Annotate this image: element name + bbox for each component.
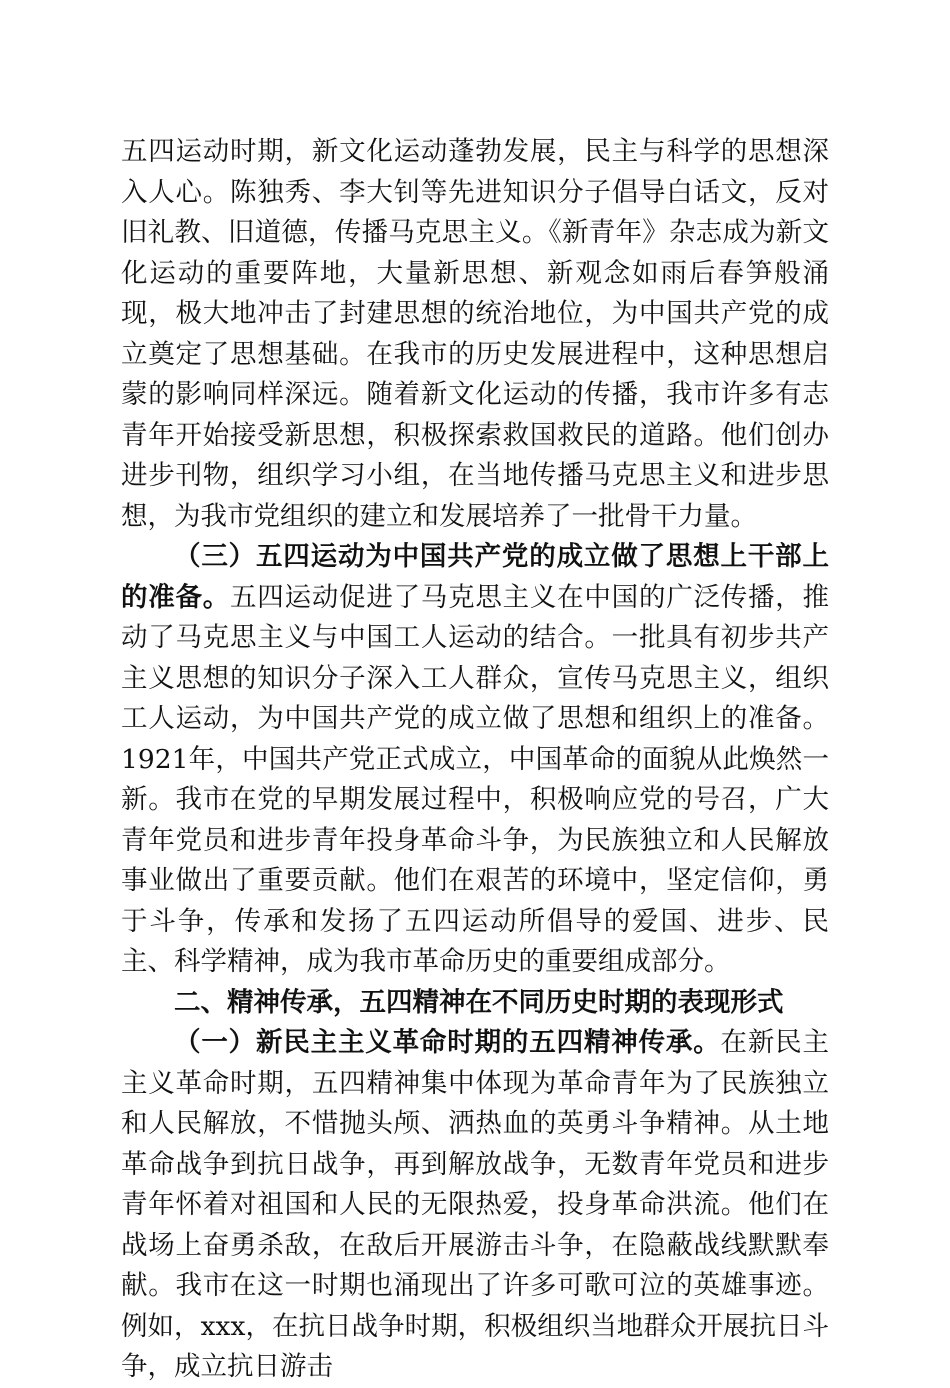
paragraph-lead-heading: （三）五四运动为中国共产党的成立做了思想上干部上的准备。 (121, 541, 829, 613)
paragraph-new-democratic-revolution (121, 1023, 829, 1388)
paragraph-lead-heading: （一）新民主主义革命时期的五四精神传承。 (174, 1027, 721, 1058)
section-heading: 二、精神传承，五四精神在不同历史时期的表现形式 (174, 986, 784, 1018)
paragraph-text: 在新民主主义革命时期，五四精神集中体现为革命青年为了民族独立和人民解放，不惜抛头颅、洒热血的英勇斗争精神。从土地革命战争到抗日战争，再到解放战争，无数青年党员和进步青年怀着对祖国和人民的无限热爱，投身革命洪流。他们在战场上奋勇杀敌，在敌后开展游击斗争，在隐蔽战线默默奉献。我市在这一时期也涌现出了许多可歌可泣的英雄事迹。例如，xxx，在抗日战争时期，积极组织当地群众开展抗日斗争，成立抗日游击 (121, 1027, 830, 1382)
paragraph-party-founding-preparation (121, 537, 829, 983)
document-body (121, 132, 829, 1388)
paragraph-text: 五四运动促进了马克思主义在中国的广泛传播，推动了马克思主义与中国工人运动的结合。一批具有初步共产主义思想的知识分子深入工人群众，宣传马克思主义，组织工人运动，为中国共产党的成立做了思想和组织上的准备。1921年，中国共产党正式成立，中国革命的面貌从此焕然一新。我市在党的早期发展过程中，积极响应党的号召，广大青年党员和进步青年投身革命斗争，为民族独立和人民解放事业做出了重要贡献。他们在艰苦的环境中，坚定信仰，勇于斗争，传承和发扬了五四运动所倡导的爱国、进步、民主、科学精神，成为我市革命历史的重要组成部分。 (121, 581, 830, 977)
paragraph-text: 五四运动时期，新文化运动蓬勃发展，民主与科学的思想深入人心。陈独秀、李大钊等先进知识分子倡导白话文，反对旧礼教、旧道德，传播马克思主义。《新青年》杂志成为新文化运动的重要阵地，大量新思想、新观念如雨后春笋般涌现，极大地冲击了封建思想的统治地位，为中国共产党的成立奠定了思想基础。在我市的历史发展进程中，这种思想启蒙的影响同样深远。随着新文化运动的传播，我市许多有志青年开始接受新思想，积极探索救国救民的道路。他们创办进步刊物，组织学习小组，在当地传播马克思主义和进步思想，为我市党组织的建立和发展培养了一批骨干力量。 (121, 136, 829, 532)
paragraph-new-culture-movement (121, 132, 829, 537)
